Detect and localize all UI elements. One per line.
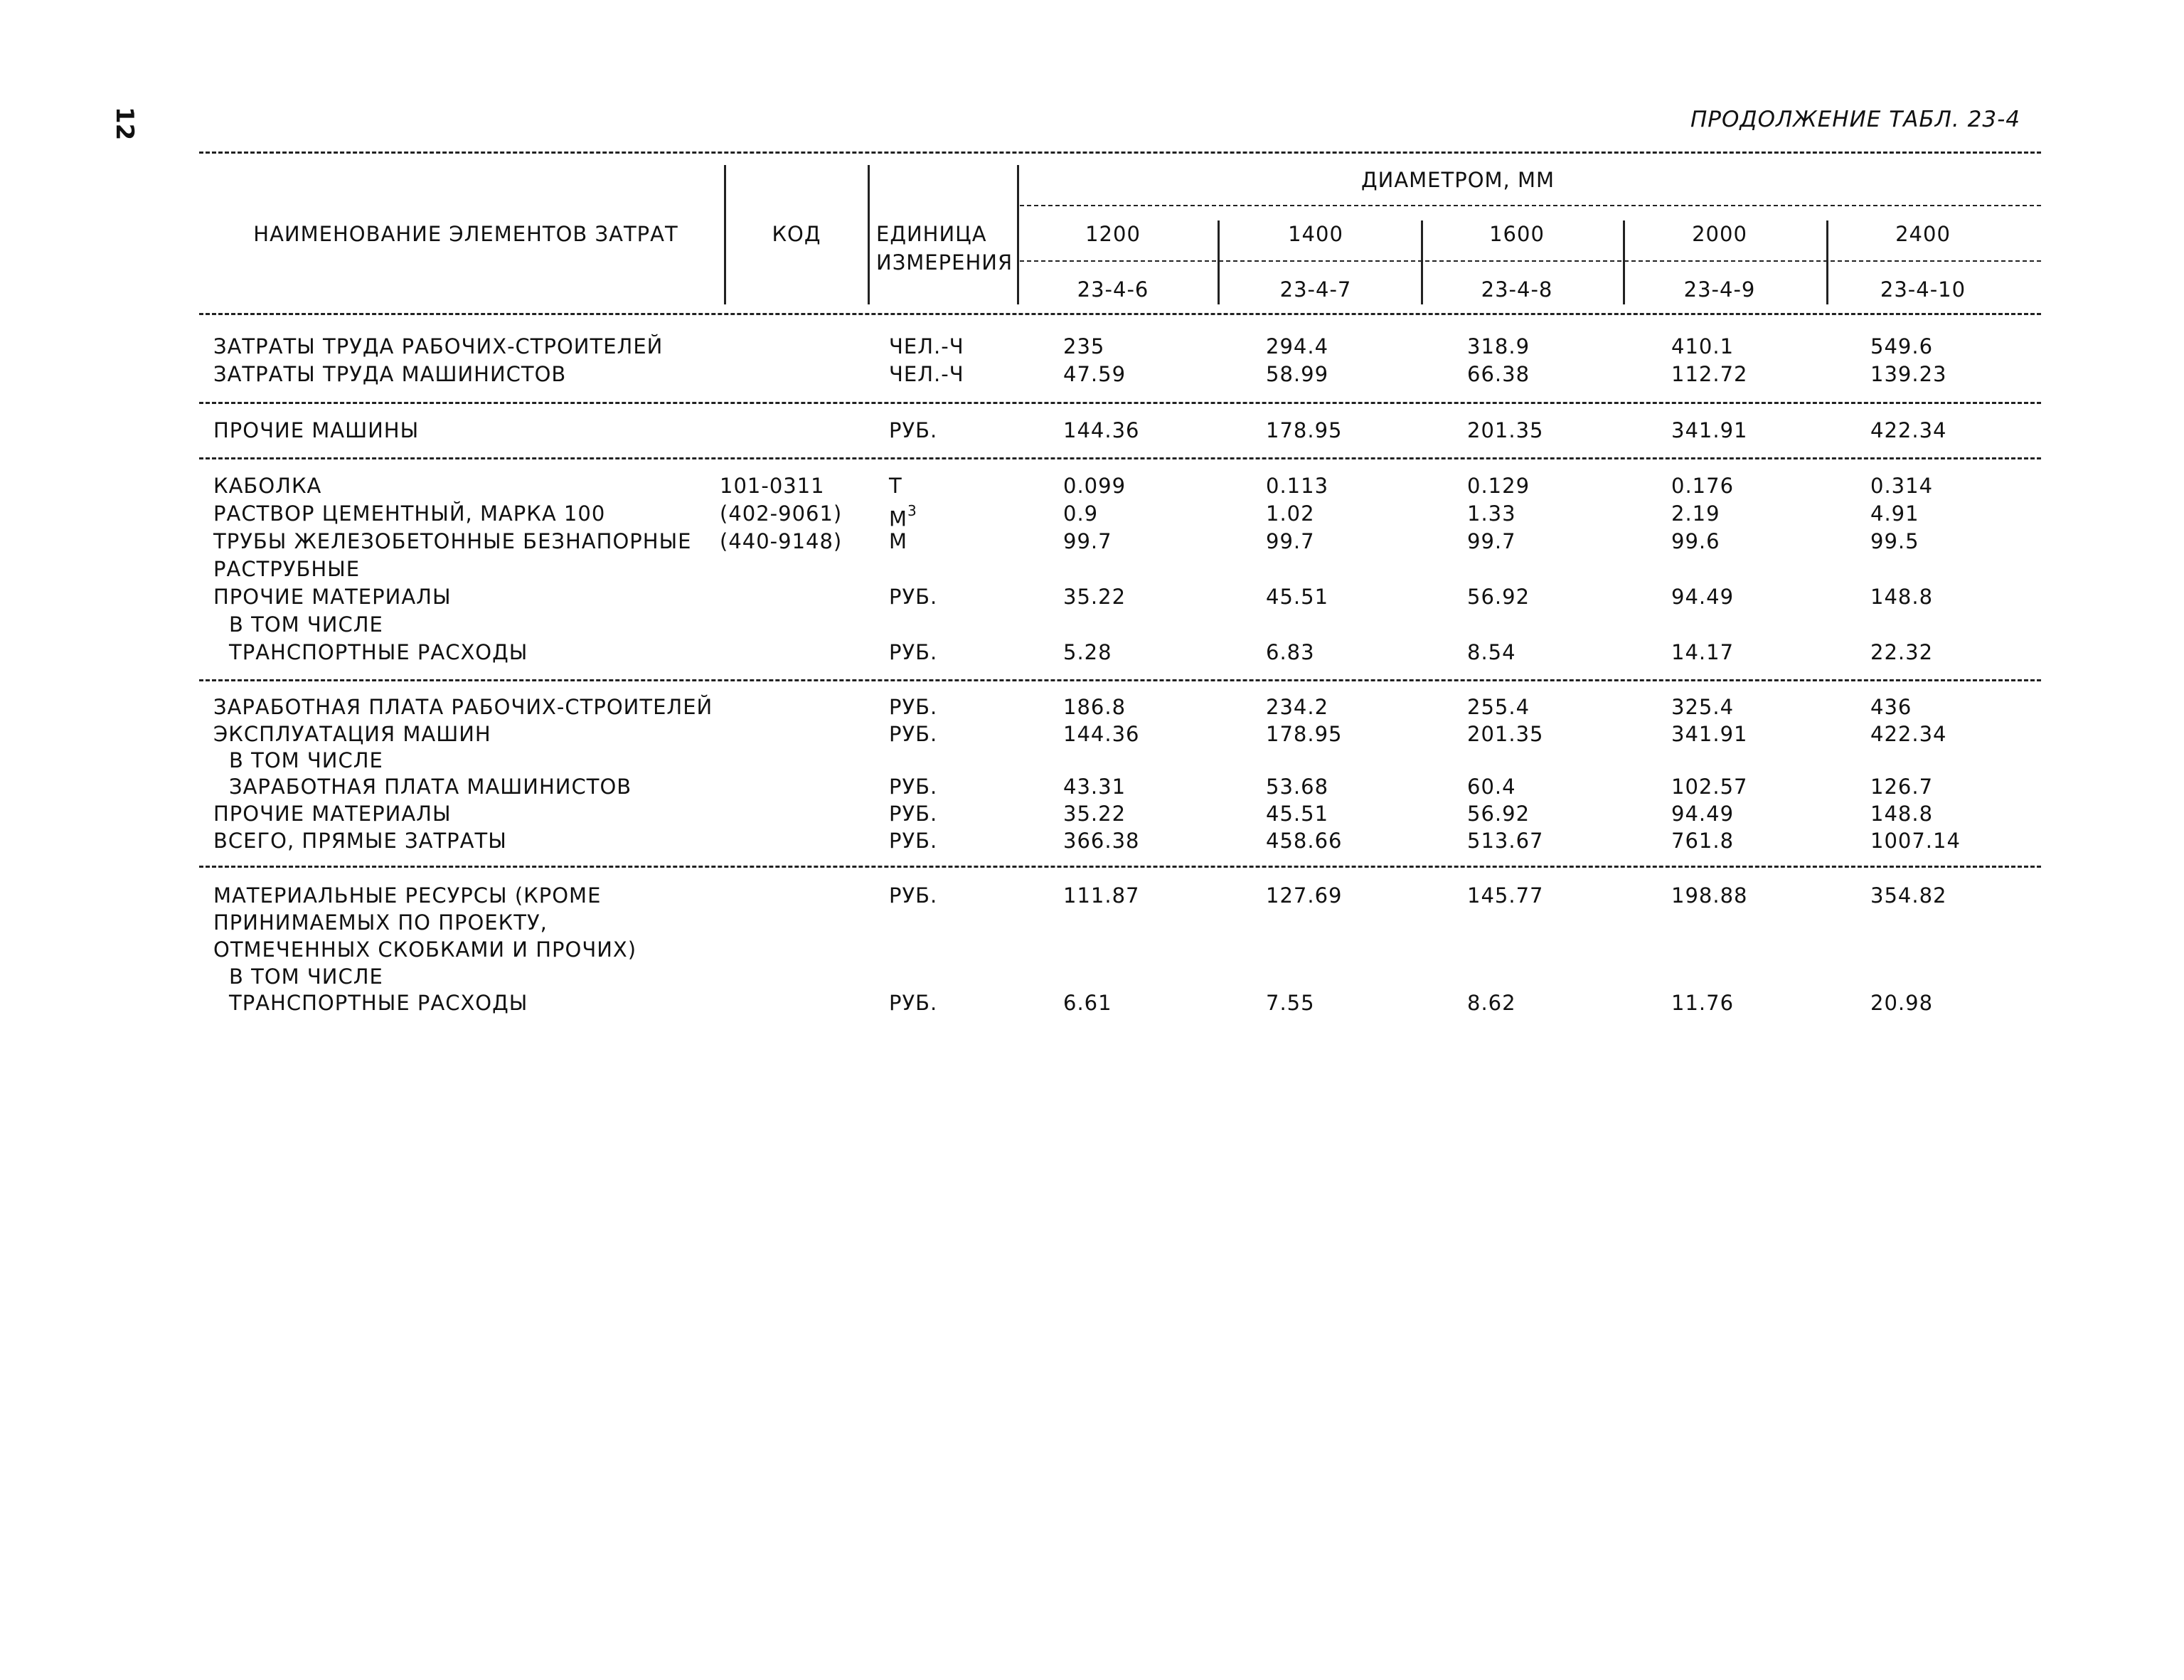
unit-text: РУБ. <box>889 640 938 664</box>
row-name: ПРОЧИЕ МАТЕРИАЛЫ <box>213 585 452 609</box>
cell-value: 341.91 <box>1671 722 1748 746</box>
group-separator <box>199 866 2041 868</box>
cell-value: 45.51 <box>1266 585 1329 609</box>
diameter-group-header: ДИАМЕТРОМ, ММ <box>1360 168 1555 192</box>
code-column-header: КОД <box>772 222 821 246</box>
header-divider <box>1017 165 1019 304</box>
unit-column-header-line1: ЕДИНИЦА <box>876 222 987 246</box>
row-name: ТРАНСПОРТНЫЕ РАСХОДЫ <box>229 640 528 664</box>
cell-value: 0.129 <box>1467 474 1530 498</box>
header-divider <box>1826 220 1828 304</box>
cell-value: 99.7 <box>1467 529 1516 553</box>
row-name: ПРОЧИЕ МАТЕРИАЛЫ <box>213 802 452 826</box>
unit-text: РУБ. <box>889 883 938 908</box>
cell-value: 102.57 <box>1671 775 1748 799</box>
unit-text: М <box>889 529 908 553</box>
cell-value: 126.7 <box>1870 775 1934 799</box>
cell-value: 94.49 <box>1671 802 1735 826</box>
unit-text: М <box>889 506 908 531</box>
header-sub-rule <box>1020 260 2041 262</box>
unit <box>889 474 902 498</box>
cell-value: 99.7 <box>1266 529 1315 553</box>
cell-value: 235 <box>1063 334 1105 358</box>
cell-value: 94.49 <box>1671 585 1735 609</box>
unit <box>889 334 964 358</box>
row-name: ОТМЕЧЕННЫХ СКОБКАМИ И ПРОЧИХ) <box>213 937 637 962</box>
cell-value: 45.51 <box>1266 802 1329 826</box>
unit-text: РУБ. <box>889 418 938 442</box>
row-name: ЭКСПЛУАТАЦИЯ МАШИН <box>213 722 491 746</box>
cell-value: 1.02 <box>1266 501 1315 526</box>
cell-value: 422.34 <box>1870 722 1947 746</box>
cell-value: 99.5 <box>1870 529 1919 553</box>
diameter-header: 1400 <box>1288 222 1343 246</box>
unit-text: РУБ. <box>889 802 938 826</box>
cell-value: 198.88 <box>1671 883 1748 908</box>
row-name: ВСЕГО, ПРЯМЫЕ ЗАТРАТЫ <box>213 829 507 853</box>
cell-value: 66.38 <box>1467 362 1530 386</box>
cell-value: 53.68 <box>1266 775 1329 799</box>
unit <box>889 991 937 1015</box>
cell-value: 178.95 <box>1266 418 1343 442</box>
cell-value: 47.59 <box>1063 362 1126 386</box>
cell-value: 99.6 <box>1671 529 1720 553</box>
norm-code-header: 23-4-6 <box>1077 277 1149 302</box>
cell-value: 127.69 <box>1266 883 1343 908</box>
unit <box>889 362 964 386</box>
cell-value: 112.72 <box>1671 362 1748 386</box>
unit-column-header-line2: ИЗМЕРЕНИЯ <box>876 250 1013 275</box>
header-top-rule <box>199 151 2041 154</box>
cell-value: 761.8 <box>1671 829 1735 853</box>
cell-value: 6.61 <box>1063 991 1112 1015</box>
unit-superscript: 3 <box>907 502 917 519</box>
cell-value: 6.83 <box>1266 640 1315 664</box>
cell-value: 255.4 <box>1467 695 1530 719</box>
unit <box>889 829 937 853</box>
group-separator <box>199 679 2041 681</box>
row-name: В ТОМ ЧИСЛЕ <box>229 748 383 772</box>
cell-value: 549.6 <box>1870 334 1934 358</box>
row-name: РАСТРУБНЫЕ <box>213 557 361 581</box>
cell-value: 354.82 <box>1870 883 1947 908</box>
header-divider <box>868 165 870 304</box>
cell-value: 111.87 <box>1063 883 1140 908</box>
cell-value: 144.36 <box>1063 722 1140 746</box>
unit <box>889 529 907 553</box>
unit-text: РУБ. <box>889 775 938 799</box>
cell-value: 8.62 <box>1467 991 1516 1015</box>
table-caption: ПРОДОЛЖЕНИЕ ТАБЛ. 23-4 <box>1690 107 2020 132</box>
cell-value: 1.33 <box>1467 501 1516 526</box>
resource-code: (440-9148) <box>720 529 843 553</box>
row-name: ЗАТРАТЫ ТРУДА РАБОЧИХ-СТРОИТЕЛЕЙ <box>213 334 664 358</box>
cell-value: 234.2 <box>1266 695 1329 719</box>
cell-value: 99.7 <box>1063 529 1112 553</box>
cell-value: 201.35 <box>1467 722 1544 746</box>
cell-value: 0.099 <box>1063 474 1126 498</box>
cell-value: 35.22 <box>1063 802 1126 826</box>
cell-value: 145.77 <box>1467 883 1544 908</box>
cell-value: 458.66 <box>1266 829 1343 853</box>
unit <box>889 640 937 664</box>
row-name: РАСТВОР ЦЕМЕНТНЫЙ, МАРКА 100 <box>213 501 606 526</box>
cell-value: 422.34 <box>1870 418 1947 442</box>
header-divider <box>1421 220 1423 304</box>
unit <box>889 802 937 826</box>
unit <box>889 775 937 799</box>
resource-code: 101-0311 <box>720 474 825 498</box>
unit-text: РУБ. <box>889 695 938 719</box>
unit-text: ЧЕЛ.-Ч <box>889 362 964 386</box>
cell-value: 0.176 <box>1671 474 1735 498</box>
cell-value: 60.4 <box>1467 775 1516 799</box>
diameter-header: 2000 <box>1692 222 1747 246</box>
header-sub-rule <box>1020 205 2041 206</box>
norm-code-header: 23-4-9 <box>1683 277 1756 302</box>
cell-value: 14.17 <box>1671 640 1735 664</box>
unit-text: РУБ. <box>889 991 938 1015</box>
unit-text: РУБ. <box>889 722 938 746</box>
unit <box>889 722 937 746</box>
diameter-header: 2400 <box>1895 222 1951 246</box>
cell-value: 139.23 <box>1870 362 1947 386</box>
unit <box>889 501 917 531</box>
cell-value: 186.8 <box>1063 695 1126 719</box>
cell-value: 11.76 <box>1671 991 1735 1015</box>
cell-value: 7.55 <box>1266 991 1315 1015</box>
norm-code-header: 23-4-7 <box>1279 277 1352 302</box>
cell-value: 56.92 <box>1467 585 1530 609</box>
cell-value: 325.4 <box>1671 695 1735 719</box>
row-name: В ТОМ ЧИСЛЕ <box>229 964 383 989</box>
header-divider <box>724 165 726 304</box>
header-bottom-rule <box>199 313 2041 315</box>
cell-value: 178.95 <box>1266 722 1343 746</box>
cell-value: 22.32 <box>1870 640 1934 664</box>
unit-text: Т <box>889 474 902 498</box>
cell-value: 201.35 <box>1467 418 1544 442</box>
unit <box>889 418 937 442</box>
row-name: ЗАТРАТЫ ТРУДА МАШИНИСТОВ <box>213 362 567 386</box>
cell-value: 341.91 <box>1671 418 1748 442</box>
row-name: ПРОЧИЕ МАШИНЫ <box>213 418 420 442</box>
cell-value: 0.9 <box>1063 501 1099 526</box>
cell-value: 366.38 <box>1063 829 1140 853</box>
cell-value: 0.314 <box>1870 474 1934 498</box>
cell-value: 148.8 <box>1870 585 1934 609</box>
diameter-header: 1200 <box>1085 222 1141 246</box>
cell-value: 294.4 <box>1266 334 1329 358</box>
cell-value: 5.28 <box>1063 640 1112 664</box>
cell-value: 4.91 <box>1870 501 1919 526</box>
unit <box>889 585 937 609</box>
cell-value: 513.67 <box>1467 829 1544 853</box>
row-name: ПРИНИМАЕМЫХ ПО ПРОЕКТУ, <box>213 910 548 935</box>
group-separator <box>199 402 2041 404</box>
cell-value: 43.31 <box>1063 775 1126 799</box>
row-name: ЗАРАБОТНАЯ ПЛАТА МАШИНИСТОВ <box>229 775 632 799</box>
page-number: 12 <box>110 107 139 141</box>
row-name: МАТЕРИАЛЬНЫЕ РЕСУРСЫ (КРОМЕ <box>213 883 602 908</box>
resource-code: (402-9061) <box>720 501 843 526</box>
cell-value: 318.9 <box>1467 334 1530 358</box>
norm-code-header: 23-4-8 <box>1481 277 1553 302</box>
cell-value: 56.92 <box>1467 802 1530 826</box>
unit-text: ЧЕЛ.-Ч <box>889 334 964 358</box>
cell-value: 436 <box>1870 695 1912 719</box>
group-separator <box>199 457 2041 459</box>
unit <box>889 883 937 908</box>
row-name: КАБОЛКА <box>213 474 322 498</box>
unit-text: РУБ. <box>889 585 938 609</box>
cell-value: 0.113 <box>1266 474 1329 498</box>
cell-value: 148.8 <box>1870 802 1934 826</box>
cell-value: 20.98 <box>1870 991 1934 1015</box>
header-divider <box>1218 220 1220 304</box>
row-name: ТРУБЫ ЖЕЛЕЗОБЕТОННЫЕ БЕЗНАПОРНЫЕ <box>213 529 692 553</box>
unit <box>889 695 937 719</box>
cell-value: 2.19 <box>1671 501 1720 526</box>
cell-value: 58.99 <box>1266 362 1329 386</box>
cell-value: 410.1 <box>1671 334 1735 358</box>
row-name: В ТОМ ЧИСЛЕ <box>229 612 383 637</box>
row-name: ТРАНСПОРТНЫЕ РАСХОДЫ <box>229 991 528 1015</box>
diameter-header: 1600 <box>1489 222 1545 246</box>
cell-value: 144.36 <box>1063 418 1140 442</box>
cell-value: 8.54 <box>1467 640 1516 664</box>
cell-value: 1007.14 <box>1870 829 1961 853</box>
row-name: ЗАРАБОТНАЯ ПЛАТА РАБОЧИХ-СТРОИТЕЛЕЙ <box>213 695 713 719</box>
cell-value: 35.22 <box>1063 585 1126 609</box>
norm-code-header: 23-4-10 <box>1880 277 1966 302</box>
header-divider <box>1623 220 1625 304</box>
unit-text: РУБ. <box>889 829 938 853</box>
name-column-header: НАИМЕНОВАНИЕ ЭЛЕМЕНТОВ ЗАТРАТ <box>253 222 678 246</box>
